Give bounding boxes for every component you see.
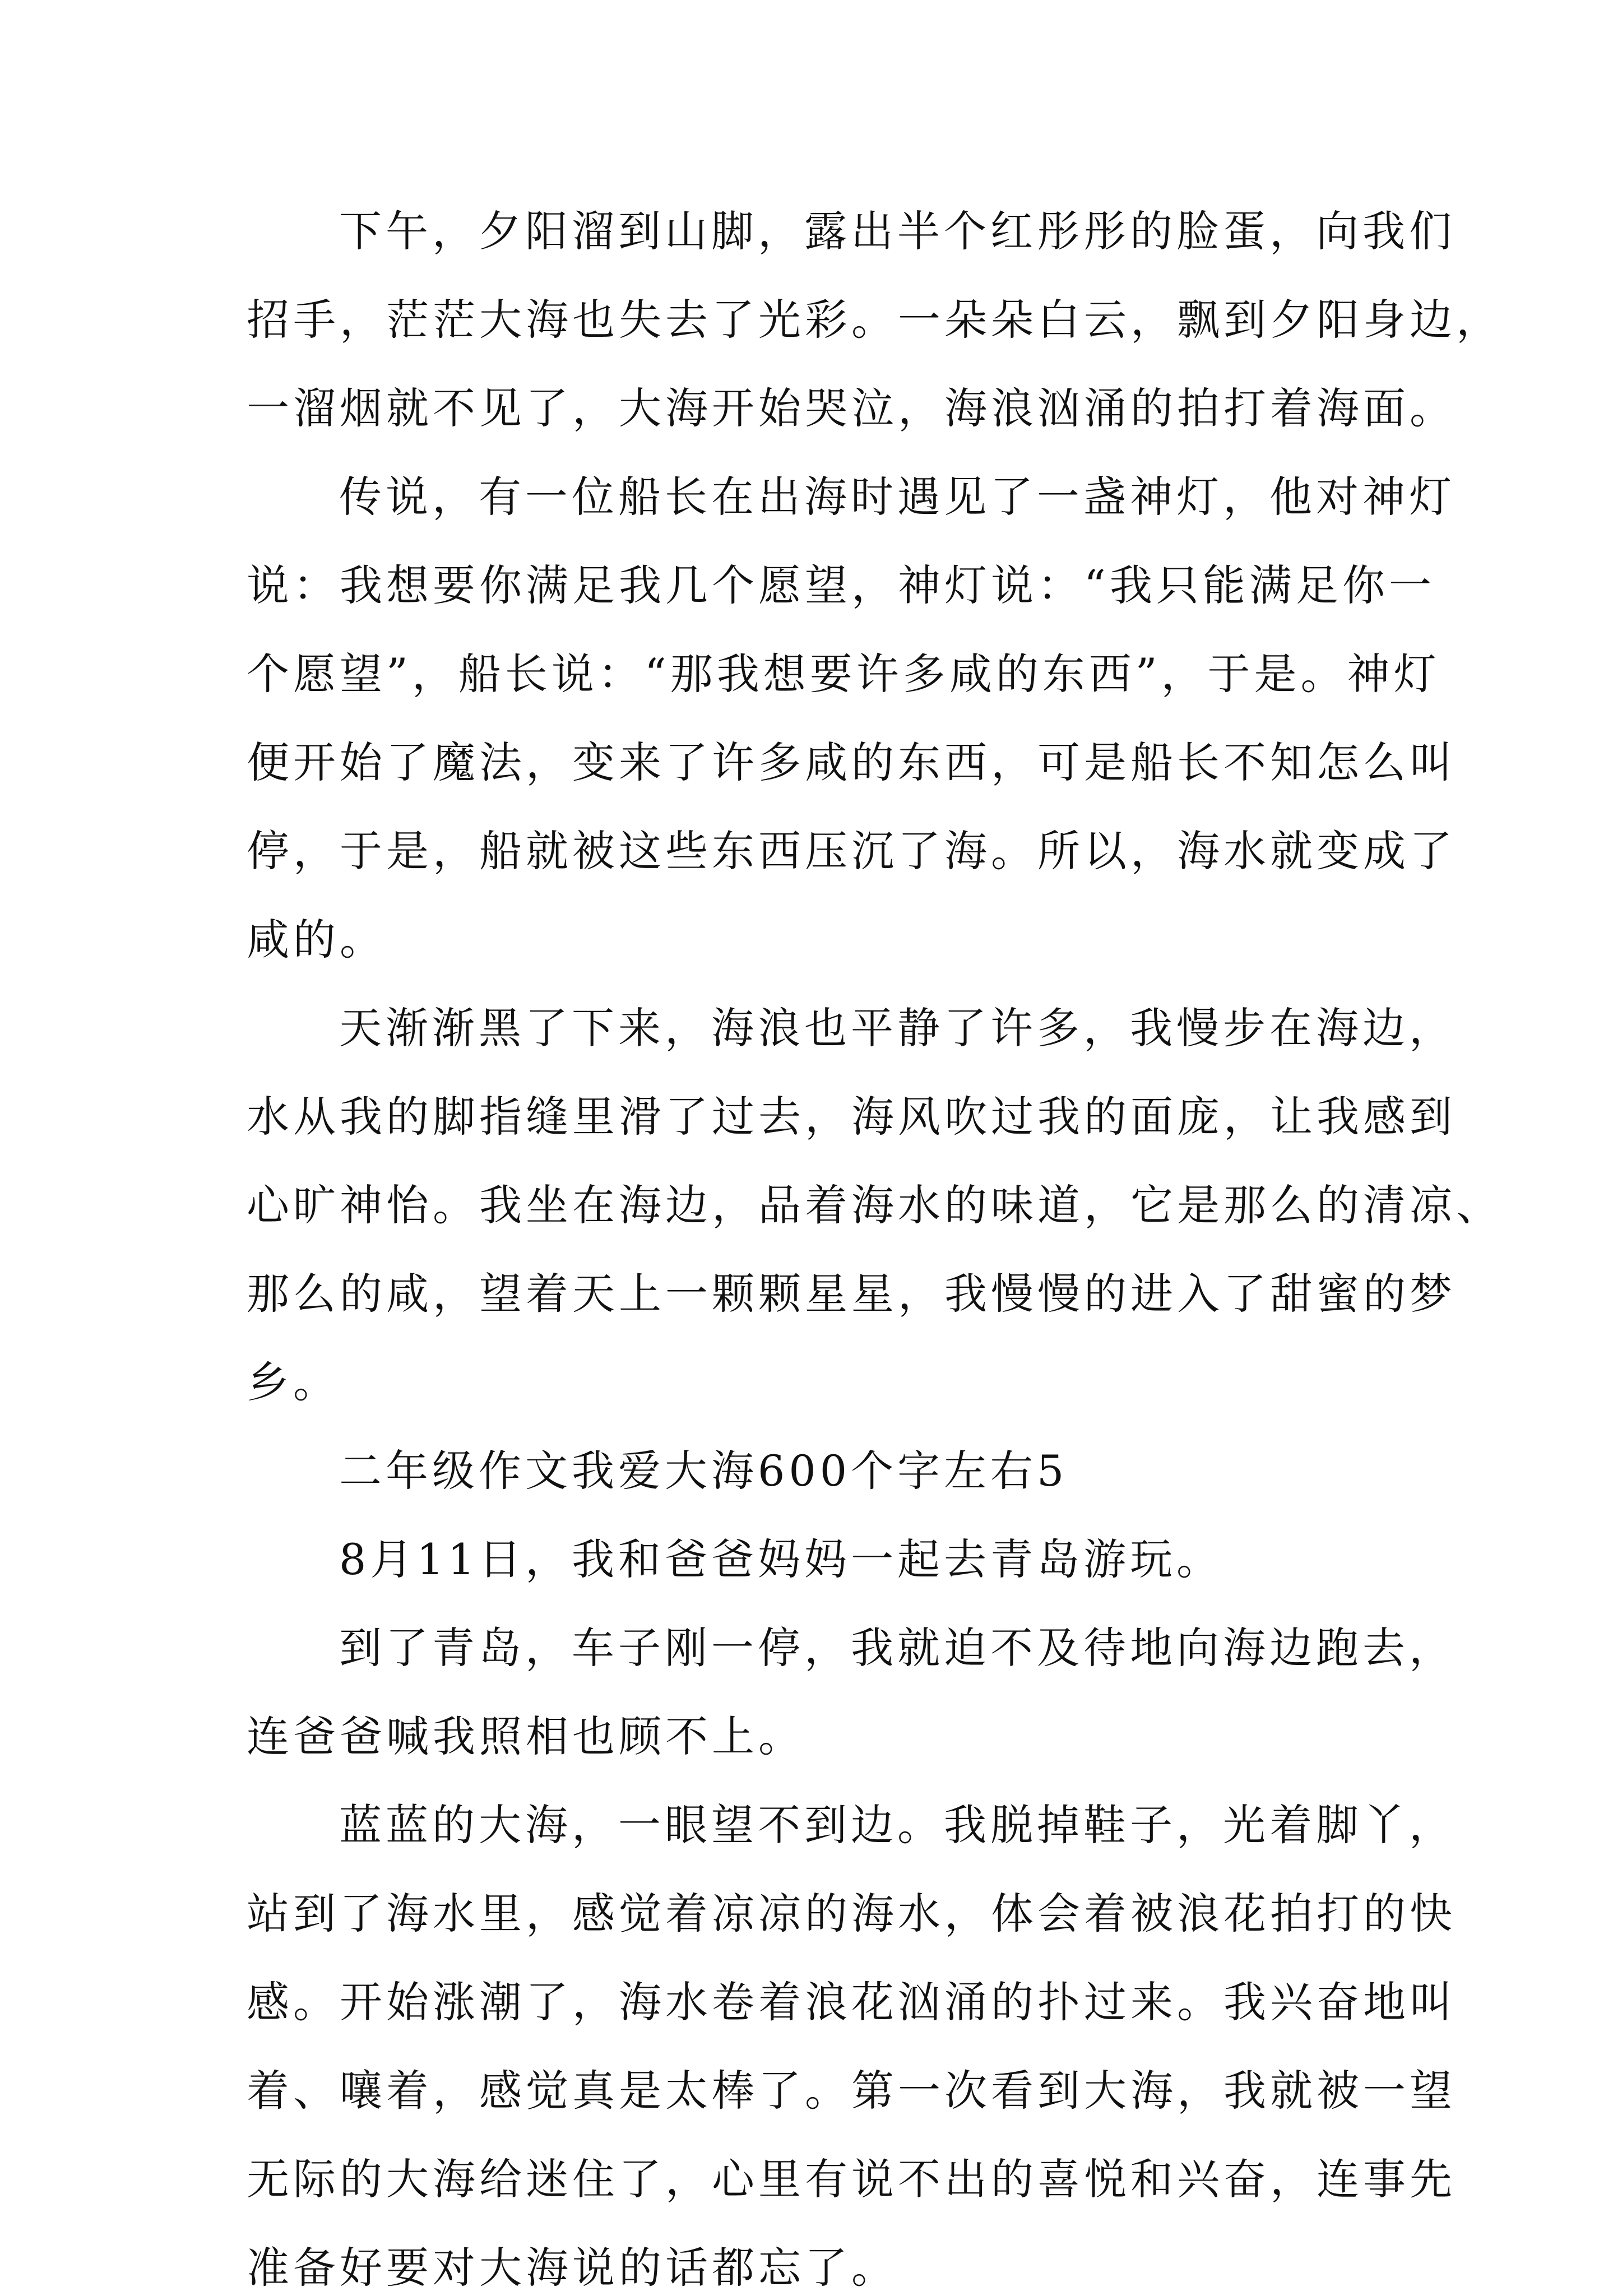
- text-line: 到了青岛，车子刚一停，我就迫不及待地向海边跑去，: [339, 1623, 1456, 1673]
- text-line: 咸的。: [247, 915, 386, 964]
- text-line: 8月11日，我和爸爸妈妈一起去青岛游玩。: [339, 1534, 1224, 1584]
- text-line: 乡。: [247, 1357, 340, 1407]
- section-heading: 二年级作文我爱大海600个字左右5: [339, 1446, 1068, 1496]
- text-line: 招手，茫茫大海也失去了光彩。一朵朵白云，飘到夕阳身边，: [247, 295, 1503, 345]
- text-line: 站到了海水里，感觉着凉凉的海水，体会着被浪花拍打的快: [247, 1889, 1456, 1938]
- text-line: 心旷神怡。我坐在海边，品着海水的味道，它是那么的清凉、: [247, 1180, 1503, 1230]
- text-line: 蓝蓝的大海，一眼望不到边。我脱掉鞋子，光着脚丫，: [339, 1800, 1456, 1850]
- text-line: 说：我想要你满足我几个愿望，神灯说：“我只能满足你一: [247, 560, 1435, 610]
- text-line: 停，于是，船就被这些东西压沉了海。所以，海水就变成了: [247, 826, 1456, 876]
- text-line: 水从我的脚指缝里滑了过去，海风吹过我的面庞，让我感到: [247, 1092, 1456, 1142]
- text-line: 感。开始涨潮了，海水卷着浪花汹涌的扑过来。我兴奋地叫: [247, 1977, 1456, 2027]
- text-line: 无际的大海给迷住了，心里有说不出的喜悦和兴奋，连事先: [247, 2154, 1456, 2204]
- text-line: 下午，夕阳溜到山脚，露出半个红彤彤的脸蛋，向我们: [339, 206, 1456, 256]
- text-line: 连爸爸喊我照相也顾不上。: [247, 1711, 805, 1761]
- text-line: 传说，有一位船长在出海时遇见了一盏神灯，他对神灯: [339, 472, 1456, 522]
- text-line: 着、嚷着，感觉真是太棒了。第一次看到大海，我就被一望: [247, 2066, 1456, 2116]
- text-line: 天渐渐黑了下来，海浪也平静了许多，我慢步在海边，: [339, 1003, 1456, 1053]
- text-line: 准备好要对大海说的话都忘了。: [247, 2243, 898, 2293]
- text-line: 个愿望”，船长说：“那我想要许多咸的东西”，于是。神灯: [247, 649, 1440, 699]
- text-line: 一溜烟就不见了，大海开始哭泣，海浪汹涌的拍打着海面。: [247, 383, 1456, 433]
- text-line: 那么的咸，望着天上一颗颗星星，我慢慢的进入了甜蜜的梦: [247, 1269, 1456, 1319]
- text-line: 便开始了魔法，变来了许多咸的东西，可是船长不知怎么叫: [247, 737, 1456, 787]
